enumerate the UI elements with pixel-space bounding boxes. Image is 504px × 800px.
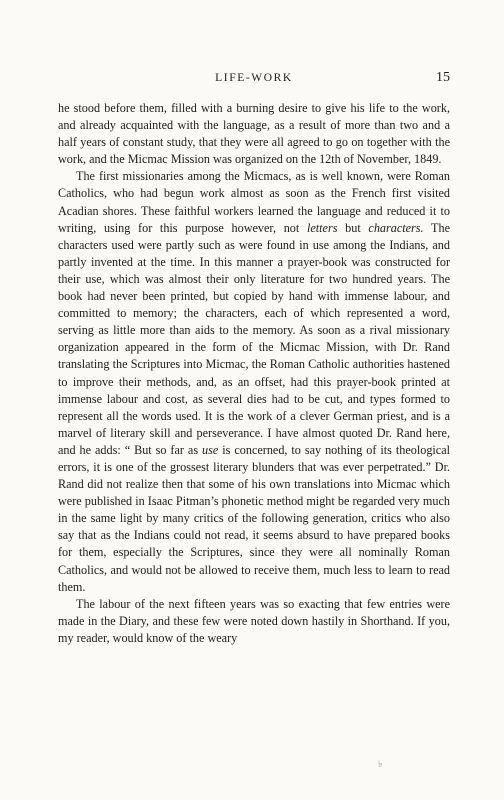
paragraph: he stood before them, filled with a burning desire to give his life to the work, and already acquainted with the language, as a result of more than two and a half years of constant study, that they were all agreed to go on together with the work, and the Micmac Mission was organized on the 12th of November, 1849. — [58, 101, 450, 167]
text-run: The first missionaries among the Micmacs, as is well known, were Roman Catholics, who had begun work almost as soon as the French first visited Acadian shores. These faithful workers learned the language and reduced it to writing, using for this purpose however, not — [58, 169, 450, 235]
italic-text: letters — [306, 220, 338, 235]
text-run: but — [337, 220, 369, 235]
running-head: LIFE-WORK — [215, 72, 293, 84]
page-number: 15 — [436, 70, 450, 85]
page-header — [58, 72, 450, 90]
print-mark: ৳ — [378, 759, 383, 769]
paragraph: The labour of the next fifteen years was so exacting that few entries were made in the Diary, and these few were noted down hastily in Shorthand. If you, my reader, would know of the weary — [58, 596, 450, 645]
italic-text: characters. — [368, 220, 424, 235]
text-run: is concerned, to say nothing of its theological errors, it is one of the grossest literary blunders that was ever perpetrated.” Dr. Rand did not realize then that some of his own translations into Micmac which were published in Isaac Pitman’s phonetic method might be regarded very much in the same light by many critics of the following generation, critics who also say that as the Indians could not read, it seems absurd to have prepared books for them, especially the Scriptures, since they were all nominally Roman Catholics, and would not be allowed to receive them, much less to learn to read them. — [58, 442, 450, 594]
paragraph — [58, 168, 450, 595]
body-text — [58, 100, 450, 647]
text-run: The characters used were partly such as were found in use among the Indians, and partly invented at the time. In this manner a prayer-book was constructed for their use, which was almost their only literature for two hundred years. The book had never been printed, but copied by hand with immense labour, and committed to memory; the characters, each of which represented a word, serving as little more than aids to the memory. As soon as a rival missionary organization appeared in the form of the Micmac Mission, with Dr. Rand translating the Scriptures into Micmac, the Roman Catholic authorities hastened to improve their methods, and, as an offset, had this prayer-book printed at immense labour and cost, as several dies had to be cut, and types formed to represent all the words used. It is the work of a clever German priest, and is a marvel of literary skill and perseverance. I have almost quoted Dr. Rand here, and he adds: “ But so far as — [58, 220, 450, 457]
italic-text: use — [202, 442, 219, 457]
